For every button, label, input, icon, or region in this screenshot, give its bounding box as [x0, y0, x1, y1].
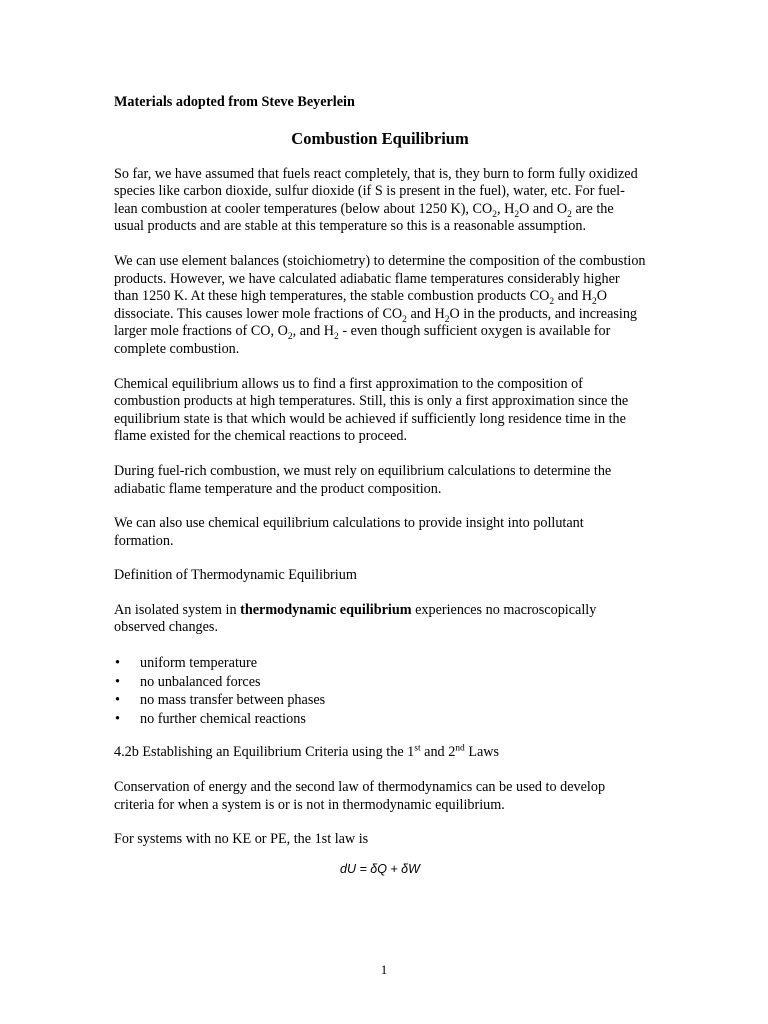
- paragraph-fuel-rich: During fuel-rich combustion, we must rely on equilibrium calculations to determine the adiabatic flame temperature and the product composition.: [114, 462, 612, 497]
- paragraph-chemical-equilibrium: Chemical equilibrium allows us to find a first approximation to the composition of combustion products at high temperatures. Still, this is only a first approximation since the equilibrium state is that which would be achieved if sufficiently long residence time in the flame existed for the chemical reactions to proceed.: [114, 375, 629, 445]
- document-page: [114, 94, 646, 878]
- bullet-icon: •: [115, 673, 120, 690]
- equilibrium-conditions-list: [114, 654, 646, 728]
- page-number: 1: [380, 962, 388, 977]
- document-title: Combustion Equilibrium: [291, 128, 469, 148]
- bullet-icon: •: [115, 692, 120, 709]
- paragraph-isolated-system: An isolated system in thermodynamic equilibrium experiences no macroscopically observed changes.: [114, 601, 597, 636]
- attribution: Materials adopted from Steve Beyerlein: [114, 94, 355, 110]
- list-item: • no further chemical reactions: [115, 710, 306, 727]
- paragraph-element-balances: We can use element balances (stoichiometry) to determine the composition of the combustion products. However, we have calculated adiabatic flame temperatures considerably higher than 1250 K. At these high temperatures, the stable combustion products $CO_2$ and $H_2O$ dissociate. This causes lower mole fractions of $CO_2$ and $H_2O$ in the products, and increasing larger mole fractions of CO, $O_2$, and $H_2$ - even though sufficient oxygen is available for complete combustion.: [114, 252, 646, 357]
- list-item: • no unbalanced forces: [115, 673, 261, 690]
- paragraph-conservation: Conservation of energy and the second law of thermodynamics can be used to develop criteria for when a system is or is not in thermodynamic equilibrium.: [114, 779, 606, 813]
- section-heading-4-2b: 4.2b Establishing an Equilibrium Criteria using the 1st and 2nd Laws: [114, 743, 500, 761]
- paragraph-pollutant: We can also use chemical equilibrium calculations to provide insight into pollutant formation.: [114, 515, 584, 549]
- paragraph-first-law: For systems with no KE or PE, the 1st law is: [114, 831, 369, 848]
- bullet-icon: •: [115, 710, 120, 727]
- bullet-icon: •: [115, 655, 120, 672]
- first-law-equation: dU = δQ + δW: [340, 861, 420, 876]
- list-item: • uniform temperature: [115, 655, 257, 672]
- list-item: • no mass transfer between phases: [115, 692, 326, 709]
- definition-heading: Definition of Thermodynamic Equilibrium: [114, 567, 357, 584]
- paragraph-intro: So far, we have assumed that fuels react completely, that is, they burn to form fully oxidized species like carbon dioxide, sulfur dioxide (if S is present in the fuel), water, etc. For fuel-lean combustion at cooler temperatures (below about 1250 K), $CO_2$, $H_2O$ and $O_2$ are the usual products and are stable at this temperature so this is a reasonable assumption.: [114, 165, 638, 235]
